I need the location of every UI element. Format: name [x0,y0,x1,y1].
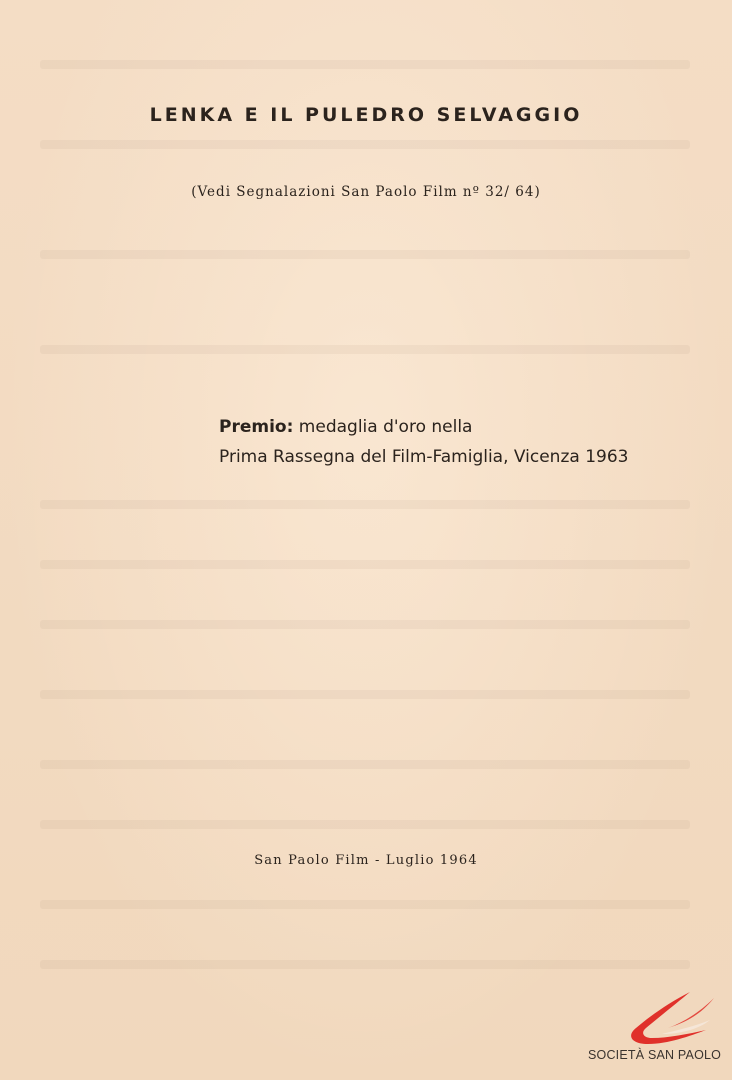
bleed-through-line [40,345,690,354]
san-paolo-logo-icon [618,990,718,1046]
award-line-2: Prima Rassegna del Film-Famiglia, Vicenza 1963 [219,447,629,467]
bleed-through-line [40,560,690,569]
award-line-1 [219,412,628,442]
bleed-through-line [40,820,690,829]
bleed-through-line [40,500,690,509]
award-block [219,412,628,472]
logo-text: SOCIETÀ SAN PAOLO [588,1048,722,1062]
bleed-through-line [40,250,690,259]
bleed-through-line [40,620,690,629]
document-title: LENKA E IL PULEDRO SELVAGGIO [149,104,583,126]
publisher-logo [584,990,732,1070]
bleed-through-line [40,760,690,769]
award-label: Premio: [219,417,294,437]
bleed-through-line [40,690,690,699]
bleed-through-line [40,60,690,69]
bleed-through-line [40,140,690,149]
reference-note: (Vedi Segnalazioni San Paolo Film nº 32/ 64) [191,184,541,200]
publisher-date: San Paolo Film - Luglio 1964 [254,853,478,868]
award-description: medaglia d'oro nella [293,417,473,437]
bleed-through-line [40,900,690,909]
bleed-through-line [40,960,690,969]
